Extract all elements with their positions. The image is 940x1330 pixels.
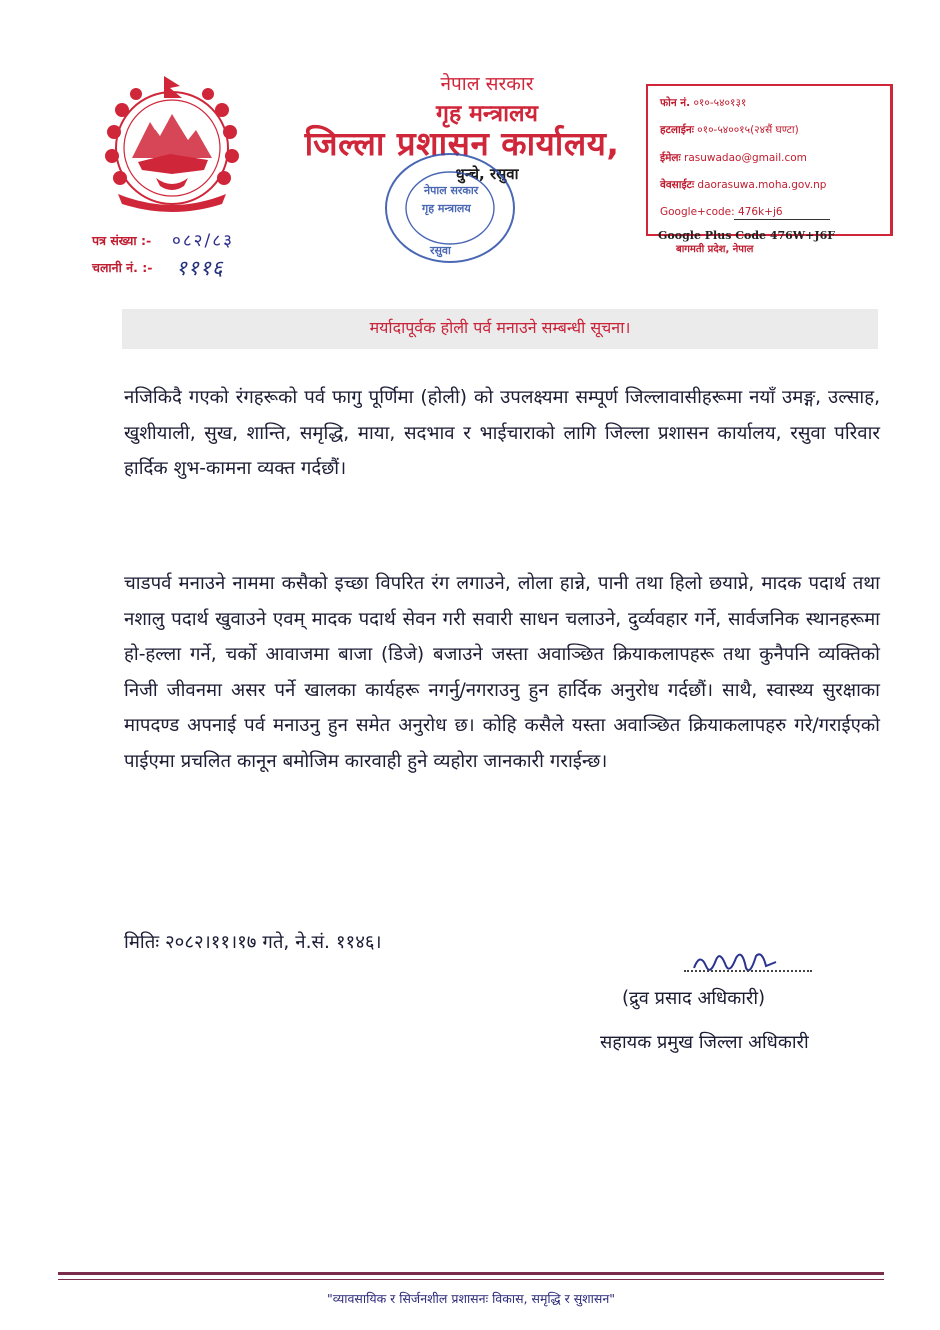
divider	[734, 219, 830, 220]
email-value: rasuwadao@gmail.com	[684, 152, 807, 164]
footer-motto: "व्यावसायिक र सिर्जनशील प्रशासनः विकास, समृद्धि र सुशासन"	[326, 1291, 616, 1306]
google-code: Google+code: 476k+j6	[660, 206, 783, 218]
email-label: ईमेलः	[660, 152, 681, 164]
dispatch-number-label: चलानी नं. :-	[92, 260, 153, 275]
office-seal-stamp	[372, 150, 522, 270]
google-plus-code: Google Plus Code 476W+J6F	[658, 229, 836, 242]
svg-text:नेपाल सरकार: नेपाल सरकार	[424, 184, 479, 197]
body-paragraph-1: नजिकिदै गएको रंगहरूको पर्व फागु पूर्णिमा (होली) को उपलक्ष्यमा सम्पूर्ण जिल्लावासीहरूमा नयाँ उमङ्ग, उल्साह, खुशीयाली, सुख, शान्ति, समृद्धि, माया, सदभाव र भाईचाराको लागि जिल्ला प्रशासन कार्यालय, रसुवा परिवार हार्दिक शुभ-कामना व्यक्त गर्दछौं।	[124, 387, 880, 480]
svg-text:रसुवा: रसुवा	[430, 244, 451, 257]
phone-label: फोन नं.	[660, 97, 691, 109]
phone-value: ०१०-५४०१३१	[693, 97, 747, 109]
letter-number-label: पत्र संख्या :-	[92, 233, 152, 248]
body-paragraph-2: चाडपर्व मनाउने नाममा कसैको इच्छा विपरित रंग लगाउने, लोला हान्ने, पानी तथा हिलो छयाप्ने, मादक पदार्थ तथा नशालु पदार्थ खुवाउने एवम् मादक पदार्थ सेवन गरी सवारी साधन चलाउने, दुर्व्यवहार गर्ने, सार्वजनिक स्थानहरूमा हो-हल्ला गर्ने, चर्को आवाजमा बाजा (डिजे) बजाउने जस्ता अवाञ्छित क्रियाकलापहरू तथा कुनैपनि व्यक्तिको निजी जीवनमा असर पर्ने खालका कार्यहरू नगर्नु/नगराउनु हुन हार्दिक अनुरोध गर्दछौं। साथै, स्वास्थ्य सुरक्षाका मापदण्ड अपनाई पर्व मनाउनु हुन समेत अनुरोध छ। कोहि कसैले यस्ता अवाञ्छित क्रियाकलापहरु गरे/गराईएको पाईएमा प्रचलित कानून बमोजिम कारवाही हुने व्यहोरा जानकारी गराईन्छ।	[124, 573, 880, 772]
government-name: नेपाल सरकार	[440, 73, 534, 95]
website-line	[660, 178, 826, 192]
province-label: बागमती प्रदेश, नेपाल	[676, 244, 754, 255]
phone-line	[660, 96, 746, 110]
hotline-line	[660, 123, 799, 137]
website-value: daorasuwa.moha.gov.np	[697, 179, 827, 191]
letter-number-value: ०८२/८३	[172, 231, 234, 251]
hotline-value: ०१०-५४००१५(२४सैं घण्टा)	[697, 124, 799, 136]
signature-line	[684, 970, 812, 972]
signer-title: सहायक प्रमुख जिल्ला अधिकारी	[600, 1032, 809, 1053]
nepal-emblem-logo	[92, 70, 252, 220]
hotline-label: हटलाईनः	[660, 124, 694, 136]
date-line: मितिः २०८२।११।१७ गते, ने.सं. ११४६।	[124, 932, 382, 953]
signer-name: (द्रुव प्रसाद अधिकारी)	[622, 988, 766, 1009]
dispatch-number-value: १११६	[176, 256, 224, 280]
office-name: जिल्ला प्रशासन कार्यालय,	[304, 124, 620, 163]
email-line	[660, 151, 807, 165]
office-location: धुन्चे, रसुवा	[455, 165, 519, 183]
subject-title: मर्यादापूर्वक होली पर्व मनाउने सम्बन्धी सूचना।	[369, 318, 631, 337]
ministry-name: गृह मन्त्रालय	[436, 101, 538, 127]
footer-divider	[58, 1272, 884, 1275]
website-label: वेवसाईटः	[660, 179, 695, 191]
handwritten-signature	[690, 946, 780, 980]
svg-text:गृह मन्त्रालय: गृह मन्त्रालय	[422, 202, 471, 215]
footer-divider-thin	[58, 1279, 884, 1280]
